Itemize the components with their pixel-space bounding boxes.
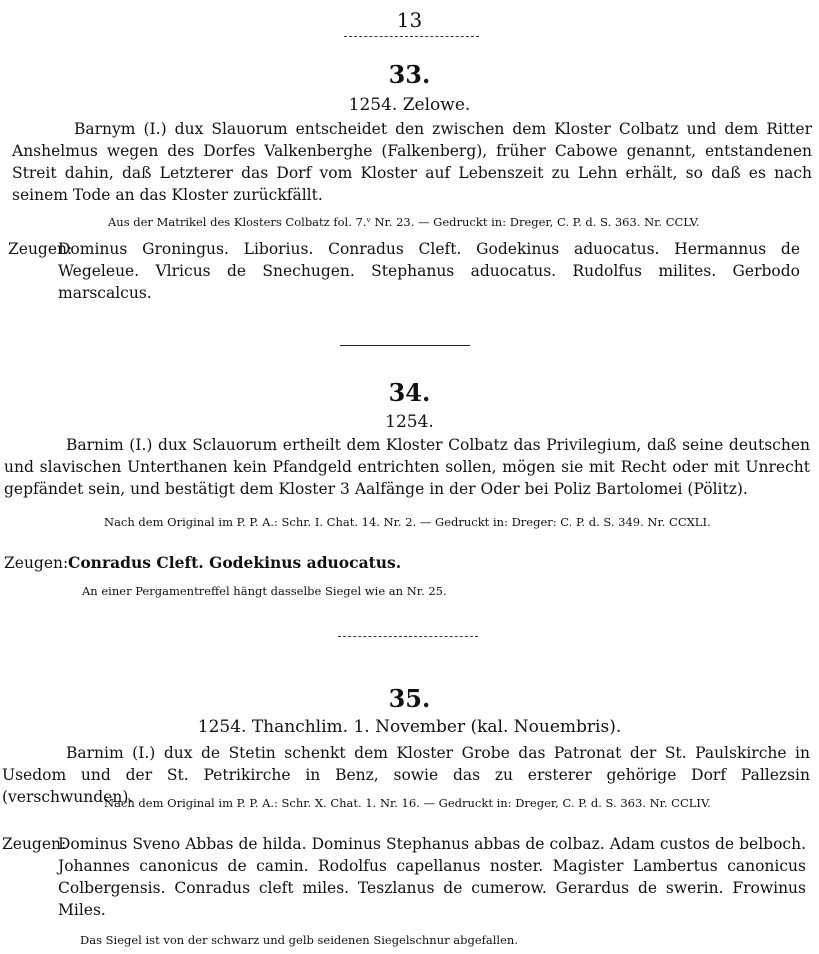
witnesses-label: Zeugen: <box>8 240 73 258</box>
entry-summary: Barnim (I.) dux Sclauorum ertheilt dem Kloster Colbatz das Privilegium, daß seine deutschen und slavischen Unterthanen kein Pfandgeld entrichten sollen, mögen sie mit Recht oder mit Unrecht gepfändet sein, und bestätigt dem Kloster 3 Aalfänge in der Oder bei Poliz Bartolomei (Pölitz). <box>4 436 810 498</box>
separator-rule <box>340 345 470 346</box>
witnesses-text: Conradus Cleft. Godekinus aduocatus. <box>68 553 402 572</box>
entry-note: An einer Pergamentreffel hängt dasselbe Siegel wie an Nr. 25. <box>82 584 447 598</box>
entry-source: Nach dem Original im P. P. A.: Schr. I. Chat. 14. Nr. 2. — Gedruckt in: Dreger: C. P. d. S. 349. Nr. CCXLI. <box>104 515 711 529</box>
entry-number: 35. <box>388 684 431 713</box>
entry-number: 34. <box>388 378 431 407</box>
header-rule <box>344 36 479 37</box>
entry-dateline: 1254. Zelowe. <box>348 95 471 115</box>
entry-summary: Barnim (I.) dux de Stetin schenkt dem Kloster Grobe das Patronat der St. Paulskirche in Usedom und der St. Petrikirche in Benz, sowie das zu ersterer gehörige Dorf Pallezsin (verschwunden). <box>2 744 810 806</box>
witnesses-text: Dominus Groningus. Liborius. Conradus Cleft. Godekinus aduocatus. Hermannus de Wegeleue. Vlricus de Snechugen. Stephanus aduocatus. Rudolfus milites. Gerbodo marscalcus. <box>58 240 800 302</box>
entry-note: Das Siegel ist von der schwarz und gelb seidenen Siegelschnur abgefallen. <box>80 933 518 947</box>
witnesses-label: Zeugen: <box>2 835 67 853</box>
entry-source: Aus der Matrikel des Klosters Colbatz fol. 7.ᵛ Nr. 23. — Gedruckt in: Dreger, C. P. d. S. 363. Nr. CCLV. <box>108 215 700 229</box>
witnesses-text: Dominus Sveno Abbas de hilda. Dominus Stephanus abbas de colbaz. Adam custos de belboch. Johannes canonicus de camin. Rodolfus capellanus noster. Magister Lambertus canonicus Colbergensis. Conradus cleft miles. Teszlanus de cumerow. Gerardus de swerin. Frowinus Miles. <box>58 835 806 919</box>
entry-number: 33. <box>388 60 431 89</box>
entry-dateline: 1254. <box>385 412 434 432</box>
page-number: 13 <box>396 8 423 32</box>
entry-source: Nach dem Original im P. P. A.: Schr. X. Chat. 1. Nr. 16. — Gedruckt in: Dreger, C. P. d. S. 363. Nr. CCLIV. <box>104 796 711 810</box>
separator-rule <box>338 636 478 637</box>
witnesses-label: Zeugen: <box>4 554 69 572</box>
entry-summary: Barnym (I.) dux Slauorum entscheidet den zwischen dem Kloster Colbatz und dem Ritter Anshelmus wegen des Dorfes Valkenberghe (Falkenberg), früher Cabowe genannt, entstandenen Streit dahin, daß Letzterer das Dorf vom Kloster auf Lebenszeit zu Lehn erhält, so daß es nach seinem Tode an das Kloster zurückfällt. <box>12 120 812 204</box>
entry-dateline: 1254. Thanchlim. 1. November (kal. Nouembris). <box>197 717 622 737</box>
